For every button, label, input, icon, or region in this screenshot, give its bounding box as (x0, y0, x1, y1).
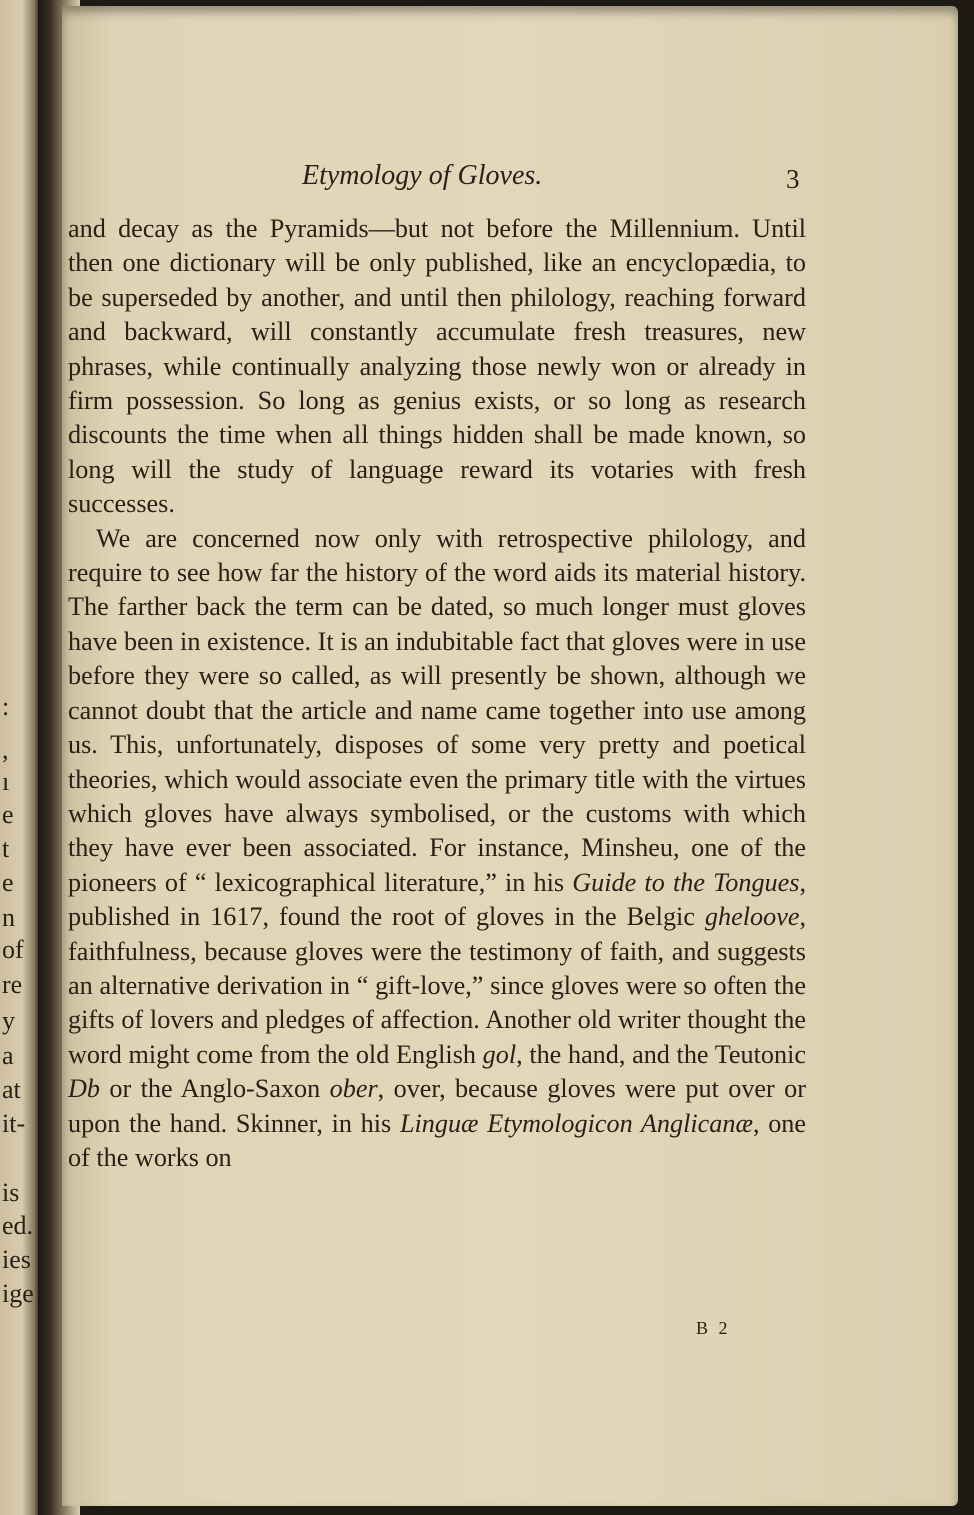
running-title: Etymology of Gloves. (302, 160, 543, 191)
body-text (68, 212, 806, 1175)
previous-page-fragment: re (2, 970, 23, 999)
paragraph (68, 522, 806, 1176)
italic-run: Guide to the Tongues (572, 867, 800, 897)
previous-page-fragment: is (2, 1178, 20, 1207)
previous-page-fragment: t (2, 834, 10, 863)
previous-page-fragment: e (2, 868, 14, 897)
previous-page-fragment: it- (2, 1109, 26, 1138)
italic-run: Db (68, 1074, 101, 1104)
previous-page-fragment: n (2, 903, 15, 932)
previous-page-fragment: ige (2, 1279, 34, 1308)
previous-page-fragment: , (2, 735, 9, 764)
previous-page-edge (0, 0, 40, 1515)
previous-page-fragment: a (2, 1041, 14, 1070)
text-run: We are concerned now only with retrospective philology, and require to see how far the history of the word aids its material history. The farther back the term can be dated, so much longer must gloves have been in existence. It is an indubitable fact that gloves were in use before they were so called, as will presently be shown, although we cannot doubt that the article and name came together into use among us. This, unfortunately, disposes of some very pretty and poetical theories, which would associate even the primary title with the virtues which gloves have always symbolised, or the customs with which they have ever been associated. For instance, Minsheu, one of the pioneers of “ lexicographical literature,” in his (68, 523, 806, 897)
italic-run: gheloove (704, 902, 800, 932)
previous-page-fragment: at (2, 1075, 21, 1104)
previous-page-fragment: of (2, 935, 24, 964)
text-run: or the Anglo-Saxon (100, 1074, 330, 1104)
text-run: , the hand, and the Teutonic (516, 1039, 806, 1069)
text-run: , one of the works on (68, 1108, 806, 1172)
text-run: , faithfulness, because gloves were the testimony of faith, and suggests an alternative derivation in “ gift-love,” since gloves were so often the gifts of lovers and pledges of affection. Another old writer thought the word might come from the old English (68, 902, 806, 1069)
text-run: , over, because gloves were put over or upon the hand. Skinner, in his (68, 1074, 806, 1138)
previous-page-fragment: ies (2, 1245, 31, 1274)
previous-page-fragment: : (2, 692, 10, 721)
previous-page-fragment: y (2, 1006, 15, 1035)
paragraph (68, 212, 806, 522)
previous-page-fragment: e (2, 800, 14, 829)
text-run: and decay as the Pyramids—but not before the Millennium. Until then one dictionary will be only published, like an encyclopædia, to be superseded by another, and until then philology, reaching forward and backward, will constantly accumulate fresh treasures, new phrases, while continually analyzing those newly won or already in firm possession. So long as genius exists, or so long as research discounts the time when all things hidden shall be made known, so long will the study of language reward its votaries with fresh successes. (68, 214, 806, 519)
previous-page-fragment: ed. (2, 1211, 34, 1240)
page-number: 3 (786, 164, 800, 194)
text-run: , published in 1617, found the root of gloves in the Belgic (68, 867, 806, 932)
italic-run: Linguæ Etymologicon Anglicanæ (399, 1108, 753, 1138)
italic-run: ober (329, 1074, 378, 1104)
page-header (68, 158, 808, 198)
previous-page-fragment: ı (2, 767, 10, 796)
signature-mark: B 2 (696, 1318, 731, 1338)
italic-run: gol (482, 1039, 517, 1069)
